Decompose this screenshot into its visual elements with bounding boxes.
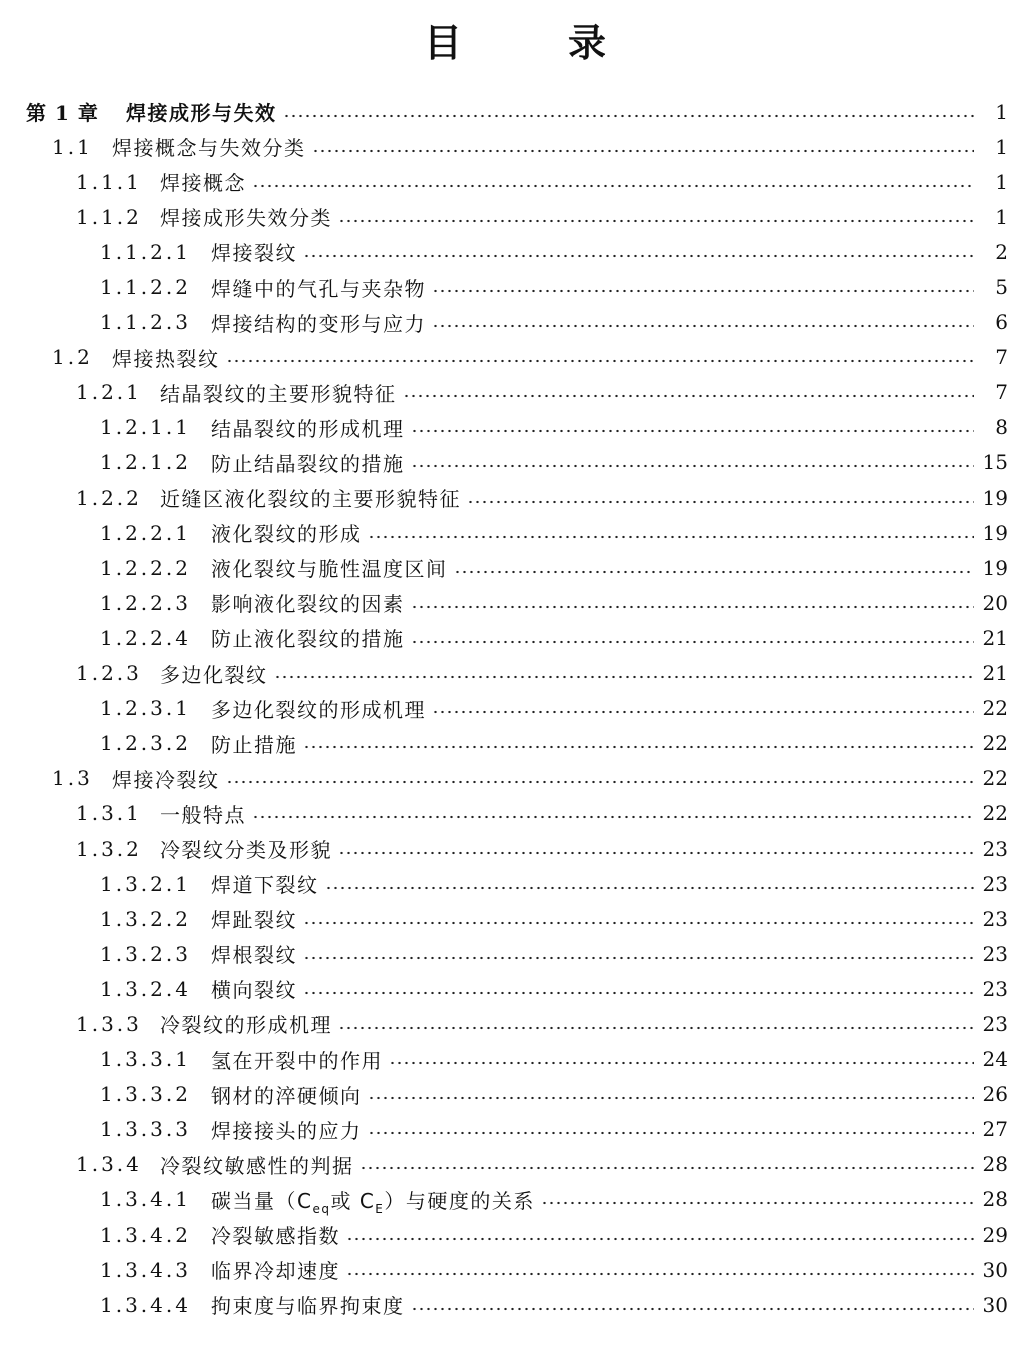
toc-number: 1.2.1.1 <box>100 415 191 440</box>
toc-title: 多边化裂纹的形成机理 <box>211 697 426 722</box>
toc-title: 冷裂纹敏感性的判据 <box>160 1153 354 1178</box>
dot-leader <box>252 815 974 819</box>
toc-number: 1.3.4.1 <box>100 1187 191 1212</box>
dot-leader <box>325 886 975 890</box>
toc-title: 焊缝中的气孔与夹杂物 <box>211 276 426 301</box>
toc-page-number: 1 <box>995 134 1008 159</box>
dot-leader <box>346 1237 974 1241</box>
toc-number: 1.3.4.4 <box>100 1292 191 1317</box>
toc-title: 焊接接头的应力 <box>211 1118 362 1143</box>
dot-leader <box>411 429 975 433</box>
toc-title: 焊接成形失效分类 <box>160 206 332 231</box>
toc-page-number: 22 <box>982 801 1008 826</box>
toc-number: 1.2.2.2 <box>100 555 191 580</box>
toc-page-number: 15 <box>982 450 1008 475</box>
dot-leader <box>411 464 975 468</box>
toc-title-subscript: E <box>375 1201 385 1216</box>
toc-entry-1-1-2-2[interactable] <box>0 269 1032 304</box>
toc-title: 近缝区液化裂纹的主要形貌特征 <box>160 487 461 512</box>
dot-leader <box>346 1272 974 1276</box>
toc-number: 1.2 <box>52 345 93 370</box>
toc-number: 1.2.2 <box>76 485 142 510</box>
dot-leader <box>303 921 974 925</box>
toc-entry-1-3-3-3[interactable] <box>0 1112 1032 1147</box>
dot-leader <box>389 1061 974 1065</box>
toc-page-number: 1 <box>995 99 1008 124</box>
toc-entry-1-2-2-4[interactable] <box>0 620 1032 655</box>
toc-number: 1.3.2.1 <box>100 871 191 896</box>
toc-entry-1-3-2-3[interactable] <box>0 936 1032 971</box>
toc-number: 1.3.3.1 <box>100 1047 191 1072</box>
toc-page-number: 5 <box>995 275 1008 300</box>
toc-title-part: 碳当量（C <box>211 1188 313 1213</box>
dot-leader <box>368 1131 975 1135</box>
dot-leader <box>368 1096 975 1100</box>
toc-title: 焊接热裂纹 <box>112 346 220 371</box>
toc-entry-1-2-1[interactable] <box>0 375 1032 410</box>
toc-number: 第 1 章 <box>26 101 99 126</box>
toc-number: 1.1.2.1 <box>100 239 191 264</box>
table-of-contents <box>0 94 1032 1322</box>
toc-page-number: 19 <box>982 555 1008 580</box>
toc-page-number: 19 <box>982 485 1008 510</box>
toc-page-number: 24 <box>982 1047 1008 1072</box>
toc-number: 1.2.3.1 <box>100 696 191 721</box>
toc-entry-1-2-1-1[interactable] <box>0 410 1032 445</box>
dot-leader <box>226 780 975 784</box>
toc-title <box>211 1185 535 1214</box>
toc-number: 1.2.1 <box>76 380 142 405</box>
dot-leader <box>541 1201 974 1205</box>
dot-leader <box>338 219 974 223</box>
dot-leader <box>411 1307 975 1311</box>
dot-leader <box>283 114 975 118</box>
toc-entry-1-2-3-1[interactable] <box>0 691 1032 726</box>
toc-page-number: 7 <box>995 345 1008 370</box>
toc-page-number: 20 <box>982 590 1008 615</box>
toc-title: 焊道下裂纹 <box>211 873 319 898</box>
toc-entry-1-3-2-2[interactable] <box>0 901 1032 936</box>
toc-number: 1.2.1.2 <box>100 450 191 475</box>
dot-leader <box>252 184 974 188</box>
toc-title: 钢材的淬硬倾向 <box>211 1083 362 1108</box>
page-title <box>0 18 1032 68</box>
toc-entry-1-3-1[interactable] <box>0 796 1032 831</box>
dot-leader <box>432 324 974 328</box>
toc-page-number: 30 <box>982 1257 1008 1282</box>
toc-page-number: 2 <box>995 239 1008 264</box>
toc-number: 1.1.2.3 <box>100 310 191 335</box>
toc-entry-1-2-1-2[interactable] <box>0 445 1032 480</box>
dot-leader <box>467 500 974 504</box>
toc-page-number: 29 <box>982 1222 1008 1247</box>
toc-number: 1.3.4.3 <box>100 1257 191 1282</box>
toc-number: 1.3.2.2 <box>100 906 191 931</box>
toc-entry-1-3-2[interactable] <box>0 831 1032 866</box>
toc-page-number: 23 <box>982 906 1008 931</box>
toc-entry-chapter-1[interactable] <box>0 94 1032 129</box>
toc-number: 1.3.2 <box>76 836 142 861</box>
toc-page-number: 7 <box>995 380 1008 405</box>
toc-number: 1.1 <box>52 134 93 159</box>
toc-title: 多边化裂纹 <box>160 662 268 687</box>
dot-leader <box>432 289 974 293</box>
toc-number: 1.2.2.1 <box>100 520 191 545</box>
toc-number: 1.1.2.2 <box>100 275 191 300</box>
toc-page-number: 28 <box>982 1152 1008 1177</box>
toc-page-number: 1 <box>995 204 1008 229</box>
toc-entry-1-1-2-3[interactable] <box>0 305 1032 340</box>
toc-number: 1.3.4.2 <box>100 1222 191 1247</box>
toc-page-number: 8 <box>995 415 1008 440</box>
toc-entry-1-1-2[interactable] <box>0 199 1032 234</box>
toc-title: 防止措施 <box>211 732 297 757</box>
toc-entry-1-3-2-4[interactable] <box>0 971 1032 1006</box>
toc-title-part: 或 C <box>330 1188 376 1213</box>
toc-page-number: 22 <box>982 766 1008 791</box>
toc-title: 液化裂纹与脆性温度区间 <box>211 557 448 582</box>
toc-number: 1.1.1 <box>76 169 142 194</box>
toc-entry-1-2-3[interactable] <box>0 656 1032 691</box>
toc-entry-1-3-3-1[interactable] <box>0 1042 1032 1077</box>
toc-title: 防止液化裂纹的措施 <box>211 627 405 652</box>
dot-leader <box>338 851 974 855</box>
toc-title: 焊接冷裂纹 <box>112 767 220 792</box>
toc-number: 1.2.3.2 <box>100 731 191 756</box>
toc-number: 1.2.2.4 <box>100 625 191 650</box>
toc-title: 焊接结构的变形与应力 <box>211 311 426 336</box>
toc-entry-1-3-4-4[interactable] <box>0 1287 1032 1322</box>
toc-number: 1.3 <box>52 766 93 791</box>
dot-leader <box>403 394 975 398</box>
toc-entry-1-3-4-1[interactable] <box>0 1182 1032 1217</box>
toc-number: 1.3.2.4 <box>100 976 191 1001</box>
toc-title-part: ）与硬度的关系 <box>384 1188 535 1213</box>
toc-page-number: 1 <box>995 169 1008 194</box>
toc-entry-1-1-1[interactable] <box>0 164 1032 199</box>
toc-entry-1-2-2-2[interactable] <box>0 550 1032 585</box>
toc-entry-1-3-3[interactable] <box>0 1006 1032 1041</box>
toc-entry-1-3-2-1[interactable] <box>0 866 1032 901</box>
toc-page-number: 26 <box>982 1082 1008 1107</box>
toc-page-number: 22 <box>982 731 1008 756</box>
toc-entry-1-3-4-3[interactable] <box>0 1252 1032 1287</box>
toc-number: 1.3.2.3 <box>100 941 191 966</box>
toc-entry-1-1-2-1[interactable] <box>0 234 1032 269</box>
dot-leader <box>226 359 975 363</box>
dot-leader <box>411 605 975 609</box>
toc-page-number: 23 <box>982 871 1008 896</box>
toc-number: 1.3.1 <box>76 801 142 826</box>
toc-page-number: 23 <box>982 836 1008 861</box>
toc-number: 1.3.3.3 <box>100 1117 191 1142</box>
page-title-char-2: 录 <box>568 21 607 65</box>
toc-number: 1.3.3.2 <box>100 1082 191 1107</box>
toc-title: 焊接概念与失效分类 <box>112 136 306 161</box>
toc-entry-1-3-4-2[interactable] <box>0 1217 1032 1252</box>
toc-entry-1-3[interactable] <box>0 761 1032 796</box>
toc-page-number: 23 <box>982 1011 1008 1036</box>
toc-number: 1.2.2.3 <box>100 590 191 615</box>
toc-page-number: 6 <box>995 310 1008 335</box>
toc-page-number: 22 <box>982 696 1008 721</box>
toc-number: 1.3.4 <box>76 1152 142 1177</box>
dot-leader <box>303 956 974 960</box>
toc-page-number: 30 <box>982 1292 1008 1317</box>
toc-number: 1.1.2 <box>76 204 142 229</box>
toc-entry-1-2-3-2[interactable] <box>0 726 1032 761</box>
toc-title: 冷裂纹分类及形貌 <box>160 838 332 863</box>
toc-title: 临界冷却速度 <box>211 1259 340 1284</box>
toc-page-number: 19 <box>982 520 1008 545</box>
dot-leader <box>312 149 975 153</box>
toc-page-number: 21 <box>982 661 1008 686</box>
toc-page-number: 23 <box>982 976 1008 1001</box>
toc-number: 1.2.3 <box>76 661 142 686</box>
dot-leader <box>411 640 975 644</box>
toc-title: 焊趾裂纹 <box>211 908 297 933</box>
toc-entry-1-3-3-2[interactable] <box>0 1077 1032 1112</box>
toc-entry-1-2[interactable] <box>0 340 1032 375</box>
toc-title: 一般特点 <box>160 802 246 827</box>
toc-number: 1.3.3 <box>76 1011 142 1036</box>
toc-title-subscript: eq <box>312 1201 331 1216</box>
dot-leader <box>338 1026 974 1030</box>
dot-leader <box>303 991 974 995</box>
dot-leader <box>303 745 974 749</box>
toc-title: 焊接成形与失效 <box>126 101 277 126</box>
toc-title: 影响液化裂纹的因素 <box>211 592 405 617</box>
toc-page-number: 21 <box>982 625 1008 650</box>
toc-title: 液化裂纹的形成 <box>211 522 362 547</box>
dot-leader <box>454 570 975 574</box>
toc-entry-1-3-4[interactable] <box>0 1147 1032 1182</box>
toc-entry-1-1[interactable] <box>0 129 1032 164</box>
toc-page-number: 23 <box>982 941 1008 966</box>
dot-leader <box>368 535 975 539</box>
toc-title: 结晶裂纹的主要形貌特征 <box>160 381 397 406</box>
toc-title: 焊根裂纹 <box>211 943 297 968</box>
page-title-char-1: 目 <box>424 21 463 65</box>
toc-page-number: 28 <box>982 1187 1008 1212</box>
dot-leader <box>274 675 975 679</box>
toc-entry-1-2-2-3[interactable] <box>0 585 1032 620</box>
toc-title: 拘束度与临界拘束度 <box>211 1294 405 1319</box>
toc-title: 焊接概念 <box>160 171 246 196</box>
dot-leader <box>432 710 974 714</box>
toc-page-number: 27 <box>982 1117 1008 1142</box>
dot-leader <box>303 254 974 258</box>
toc-entry-1-2-2[interactable] <box>0 480 1032 515</box>
toc-title: 横向裂纹 <box>211 978 297 1003</box>
toc-title: 冷裂纹的形成机理 <box>160 1013 332 1038</box>
toc-entry-1-2-2-1[interactable] <box>0 515 1032 550</box>
toc-title: 防止结晶裂纹的措施 <box>211 451 405 476</box>
toc-title: 氢在开裂中的作用 <box>211 1048 383 1073</box>
dot-leader <box>360 1166 975 1170</box>
toc-title: 结晶裂纹的形成机理 <box>211 416 405 441</box>
toc-title: 焊接裂纹 <box>211 241 297 266</box>
toc-title: 冷裂敏感指数 <box>211 1224 340 1249</box>
